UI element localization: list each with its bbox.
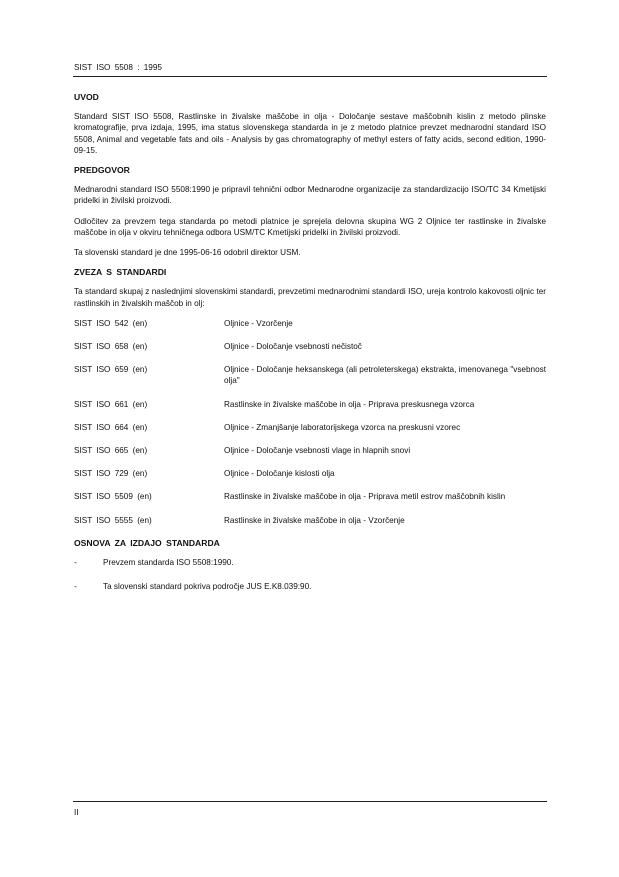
dash-marker: - <box>74 558 77 568</box>
section-predgovor <box>74 165 546 258</box>
standard-code: SIST ISO 5509 (en) <box>74 492 152 502</box>
standard-code: SIST ISO 729 (en) <box>74 469 148 479</box>
standard-row <box>74 318 546 329</box>
standard-description: Rastlinske in živalske maščobe in olja - Vzorčenje <box>224 515 405 525</box>
standard-description: Oljnice - Določanje kislosti olja <box>224 469 335 479</box>
header-doc-id: SIST ISO 5508 : 1995 <box>74 63 162 72</box>
list-item <box>74 557 546 568</box>
footer-rule <box>73 801 547 802</box>
dash-marker: - <box>74 582 77 592</box>
predgovor-paragraph: Odločitev za prevzem tega standarda po metodi platnice je sprejela delovna skupina WG 2 Oljnice ter rastlinske in živalske maščobe in olja v okviru tehničnega odbora USM/TC Kmetijski pridelki in živilski proizvodi. <box>74 216 546 237</box>
section-uvod <box>74 92 546 156</box>
standard-row <box>74 364 546 386</box>
predgovor-paragraph: Mednarodni standard ISO 5508:1990 je pripravil tehnični odbor Mednarodne organizacije za standardizacijo ISO/TC 34 Kmetijski pridelki in živilski proizvodi. <box>74 185 546 206</box>
standard-description: Oljnice - Določanje heksanskega (ali petroleterskega) ekstrakta, imenovanega "vsebnost olja" <box>224 365 546 386</box>
standard-code: SIST ISO 661 (en) <box>74 399 148 409</box>
standard-description: Rastlinske in živalske maščobe in olja - Priprava metil estrov maščobnih kislin <box>224 492 506 502</box>
standard-code: SIST ISO 659 (en) <box>74 365 148 375</box>
standard-code: SIST ISO 658 (en) <box>74 342 148 352</box>
standard-row <box>74 399 546 410</box>
list-item-text: Ta slovenski standard pokriva področje JUS E.K8.039:90. <box>103 582 312 592</box>
page-number: II <box>74 808 79 817</box>
standard-code: SIST ISO 5555 (en) <box>74 515 152 525</box>
section-zveza <box>74 267 546 526</box>
standards-list <box>74 318 546 526</box>
standard-description: Oljnice - Določanje vsebnosti nečistoč <box>224 342 362 352</box>
standard-code: SIST ISO 664 (en) <box>74 422 148 432</box>
standard-row <box>74 468 546 479</box>
standard-row <box>74 445 546 456</box>
standard-description: Oljnice - Določanje vsebnosti vlage in hlapnih snovi <box>224 446 411 456</box>
standard-row <box>74 341 546 352</box>
osnova-list <box>74 557 546 592</box>
uvod-paragraph: Standard SIST ISO 5508, Rastlinske in živalske maščobe in olja - Določanje sestave maščobnih kislin z metodo plinske kromatografije, prva izdaja, 1995, ima status slovenskega standarda in je z metodo platnice prevzet mednarodni standard ISO 5508, Animal and vegetable fats and oils - Analysis by gas chromatography of methyl esters of fatty acids, second edition, 1990-09-15. <box>74 112 546 155</box>
standard-code: SIST ISO 665 (en) <box>74 446 148 456</box>
predgovor-heading: PREDGOVOR <box>74 165 130 176</box>
uvod-heading: UVOD <box>74 92 99 102</box>
header-rule <box>73 76 547 77</box>
osnova-heading: OSNOVA ZA IZDAJO STANDARDA <box>74 537 220 548</box>
standard-description: Oljnice - Zmanjšanje laboratorijskega vzorca na preskusni vzorec <box>224 422 461 432</box>
zveza-intro: Ta standard skupaj z naslednjimi slovenskimi standardi, prevzetimi mednarodnimi standardi ISO, ureja kontrolo kakovosti oljnic ter rastlinskih in živalskih maščob in olj: <box>74 287 546 308</box>
page-content <box>74 92 546 605</box>
list-item-text: Prevzem standarda ISO 5508:1990. <box>103 558 234 568</box>
list-item <box>74 581 546 592</box>
standard-description: Rastlinske in živalske maščobe in olja - Priprava preskusnega vzorca <box>224 399 475 409</box>
section-osnova <box>74 538 546 593</box>
predgovor-paragraph: Ta slovenski standard je dne 1995-06-16 odobril direktor USM. <box>74 248 301 258</box>
standard-row <box>74 515 546 526</box>
zveza-heading: ZVEZA S STANDARDI <box>74 267 167 278</box>
standard-row <box>74 491 546 502</box>
standard-code: SIST ISO 542 (en) <box>74 318 148 328</box>
standard-row <box>74 422 546 433</box>
standard-description: Oljnice - Vzorčenje <box>224 318 293 328</box>
